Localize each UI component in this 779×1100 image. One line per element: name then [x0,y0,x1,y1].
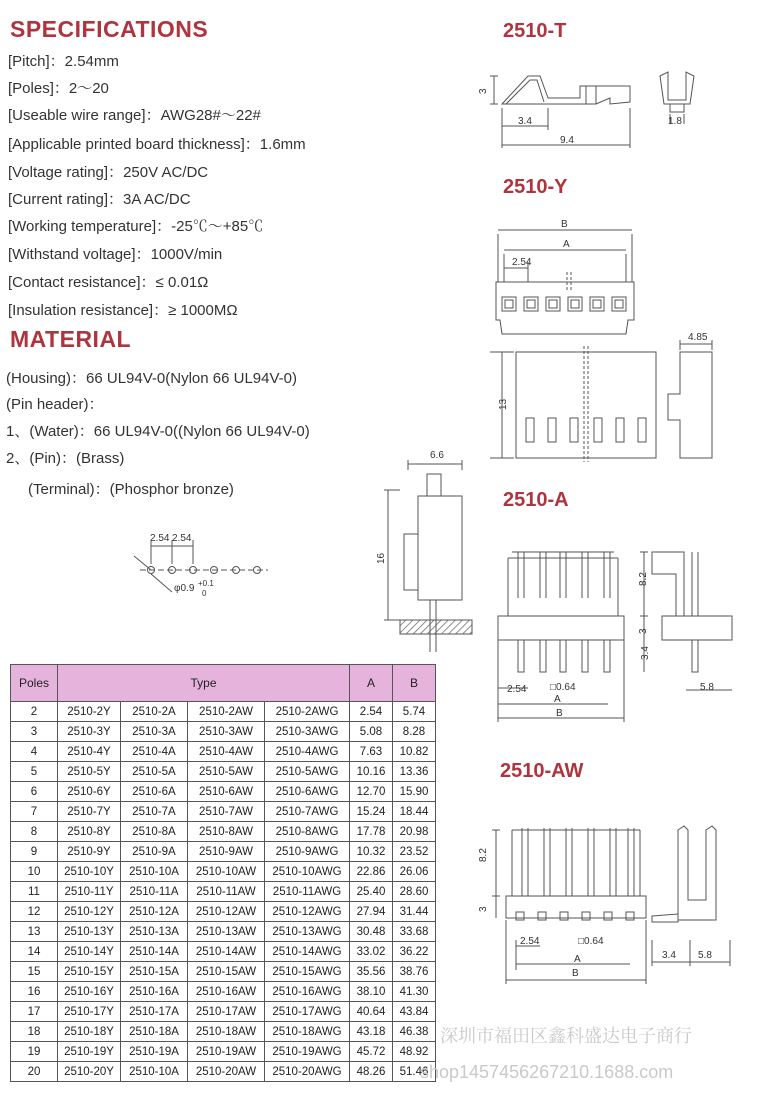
type-dimension-table [10,664,436,1082]
table-cell: 10.82 [393,742,436,762]
table-cell: 2510-14AWG [265,942,350,962]
dim-t-height: 3 [478,88,489,94]
dim-aw-8-2: 8.2 [478,848,489,862]
table-cell: 2510-2AWG [265,702,350,722]
table-cell: 2510-9AW [188,842,265,862]
table-cell: 20 [11,1062,58,1082]
dim-aw-pitch: 2.54 [520,936,540,947]
table-cell: 2510-16Y [58,982,121,1002]
table-cell: 2.54 [350,702,393,722]
dim-a-3: 3 [638,628,649,634]
header-b: B [393,665,436,702]
table-cell: 41.30 [393,982,436,1002]
table-cell: 2510-2Y [58,702,121,722]
table-cell: 15.24 [350,802,393,822]
table-cell: 2510-16A [121,982,188,1002]
dim-a-8-2: 8.2 [638,572,649,586]
dim-aw-pin-size: □0.64 [578,936,604,947]
table-cell: 2510-20AW [188,1062,265,1082]
dim-pcb-hole: φ0.9 [174,583,195,594]
table-cell: 2510-10AWG [265,862,350,882]
table-cell: 15.90 [393,782,436,802]
table-cell: 2510-13AWG [265,922,350,942]
table-cell: 31.44 [393,902,436,922]
table-row [11,942,436,962]
table-cell: 2510-5AWG [265,762,350,782]
dim-t-9-4: 9.4 [560,135,574,146]
table-row [11,782,436,802]
table-cell: 7.63 [350,742,393,762]
table-row [11,822,436,842]
spec-voltage-rating: [Voltage rating]：250V AC/DC [8,164,209,181]
table-cell: 48.26 [350,1062,393,1082]
table-cell: 13.36 [393,762,436,782]
table-cell: 2510-4AW [188,742,265,762]
dim-side-16: 16 [376,552,387,564]
spec-wire-range: [Useable wire range]：AWG28#～22# [8,107,261,124]
table-cell: 22.86 [350,862,393,882]
table-cell: 2510-8AWG [265,822,350,842]
table-cell: 12 [11,902,58,922]
table-cell: 36.22 [393,942,436,962]
specifications-heading: SPECIFICATIONS [10,16,209,42]
table-row [11,1022,436,1042]
header-drawing-2510-aw [492,826,730,984]
table-cell: 8.28 [393,722,436,742]
table-cell: 2510-11Y [58,882,121,902]
table-cell: 2510-3A [121,722,188,742]
table-cell: 2510-19AWG [265,1042,350,1062]
table-row [11,742,436,762]
table-cell: 2510-3AWG [265,722,350,742]
table-cell: 38.10 [350,982,393,1002]
dim-y-4-85: 4.85 [688,332,708,343]
table-cell: 2510-13AW [188,922,265,942]
table-cell: 2510-15A [121,962,188,982]
dim-pcb-pitch-1: 2.54 [150,533,170,544]
table-cell: 30.48 [350,922,393,942]
table-row [11,922,436,942]
table-row [11,702,436,722]
material-terminal: (Terminal)：(Phosphor bronze) [28,481,234,498]
dim-aw-3-4: 3.4 [662,950,676,961]
table-cell: 2510-15AW [188,962,265,982]
table-cell: 27.94 [350,902,393,922]
table-cell: 14 [11,942,58,962]
dim-aw-5-8: 5.8 [698,950,712,961]
table-cell: 8 [11,822,58,842]
table-cell: 18 [11,1022,58,1042]
table-cell: 2510-13A [121,922,188,942]
header-a: A [350,665,393,702]
table-cell: 2510-17Y [58,1002,121,1022]
table-cell: 46.38 [393,1022,436,1042]
table-cell: 12.70 [350,782,393,802]
table-row [11,722,436,742]
table-row [11,902,436,922]
table-cell: 2510-19Y [58,1042,121,1062]
table-cell: 2510-6AWG [265,782,350,802]
table-cell: 2510-7Y [58,802,121,822]
table-cell: 18.44 [393,802,436,822]
dim-pcb-tol-upper: +0.1 [198,579,214,588]
table-cell: 2510-3Y [58,722,121,742]
table-row [11,762,436,782]
dim-y-a: A [563,239,570,250]
table-cell: 2510-6AW [188,782,265,802]
table-cell: 10.32 [350,842,393,862]
table-cell: 2510-7AW [188,802,265,822]
table-cell: 2510-14AW [188,942,265,962]
table-cell: 48.92 [393,1042,436,1062]
table-cell: 51.46 [393,1062,436,1082]
table-cell: 13 [11,922,58,942]
table-cell: 15 [11,962,58,982]
table-cell: 43.84 [393,1002,436,1022]
table-cell: 2 [11,702,58,722]
table-cell: 2510-16AWG [265,982,350,1002]
table-cell: 10 [11,862,58,882]
material-water: 1、(Water)：66 UL94V-0((Nylon 66 UL94V-0) [6,423,310,440]
table-cell: 2510-12Y [58,902,121,922]
table-cell: 2510-20Y [58,1062,121,1082]
table-cell: 7 [11,802,58,822]
table-row [11,862,436,882]
material-pin: 2、(Pin)：(Brass) [6,450,125,467]
header-type: Type [58,665,350,702]
table-cell: 2510-4Y [58,742,121,762]
table-cell: 23.52 [393,842,436,862]
dim-pcb-pitch-2: 2.54 [172,533,192,544]
table-row [11,962,436,982]
table-cell: 33.02 [350,942,393,962]
watermark-shop-url: shop1457456267210.1688.com [420,1062,674,1082]
table-cell: 2510-19A [121,1042,188,1062]
table-cell: 9 [11,842,58,862]
table-cell: 2510-8A [121,822,188,842]
table-cell: 2510-17A [121,1002,188,1022]
table-cell: 2510-18AWG [265,1022,350,1042]
table-cell: 5.74 [393,702,436,722]
table-cell: 19 [11,1042,58,1062]
table-row [11,982,436,1002]
table-cell: 2510-7A [121,802,188,822]
table-cell: 2510-6A [121,782,188,802]
dim-a-5-8: 5.8 [700,682,714,693]
part-title-2510-a: 2510-A [503,489,569,511]
table-cell: 5.08 [350,722,393,742]
dim-a-pin-size: □0.64 [550,682,576,693]
table-cell: 2510-15Y [58,962,121,982]
dim-a-a: A [554,694,561,705]
table-cell: 2510-18AW [188,1022,265,1042]
table-row [11,1002,436,1022]
table-row [11,1062,436,1082]
dim-aw-3: 3 [478,906,489,912]
table-cell: 4 [11,742,58,762]
table-cell: 3 [11,722,58,742]
table-cell: 40.64 [350,1002,393,1022]
table-cell: 28.60 [393,882,436,902]
dim-a-b: B [556,708,563,719]
table-cell: 2510-11AW [188,882,265,902]
dim-a-3-4: 3.4 [640,646,651,660]
spec-insulation-resistance: [Insulation resistance]：≥ 1000MΩ [8,302,238,319]
table-cell: 45.72 [350,1042,393,1062]
table-cell: 2510-8Y [58,822,121,842]
table-cell: 2510-15AWG [265,962,350,982]
material-heading: MATERIAL [10,326,132,352]
table-cell: 2510-13Y [58,922,121,942]
spec-working-temperature: [Working temperature]：-25℃～+85℃ [8,218,264,235]
table-cell: 2510-2A [121,702,188,722]
table-row [11,882,436,902]
table-header-row [11,665,436,702]
table-cell: 16 [11,982,58,1002]
table-cell: 2510-20AWG [265,1062,350,1082]
table-cell: 2510-6Y [58,782,121,802]
dim-y-b: B [561,219,568,230]
table-cell: 2510-2AW [188,702,265,722]
material-pin-header: (Pin header)： [6,396,104,413]
dim-pcb-tol-lower: 0 [202,589,207,598]
table-cell: 2510-4A [121,742,188,762]
dim-a-pitch: 2.54 [507,684,527,695]
spec-contact-resistance: [Contact resistance]：≤ 0.01Ω [8,274,209,291]
table-cell: 2510-4AWG [265,742,350,762]
dim-t-3-4: 3.4 [518,116,532,127]
dim-t-1-8: 1.8 [668,116,682,127]
table-cell: 2510-14Y [58,942,121,962]
dim-y-pitch: 2.54 [512,257,532,268]
table-cell: 2510-18A [121,1022,188,1042]
table-cell: 2510-14A [121,942,188,962]
mounted-side-profile [384,460,472,652]
table-cell: 2510-9A [121,842,188,862]
table-cell: 2510-17AW [188,1002,265,1022]
table-cell: 25.40 [350,882,393,902]
table-cell: 2510-8AW [188,822,265,842]
material-housing: (Housing)：66 UL94V-0(Nylon 66 UL94V-0) [6,370,297,387]
table-cell: 2510-10AW [188,862,265,882]
part-title-2510-y: 2510-Y [503,176,568,198]
table-cell: 2510-3AW [188,722,265,742]
table-cell: 2510-12A [121,902,188,922]
dim-y-13: 13 [498,398,509,410]
table-cell: 35.56 [350,962,393,982]
table-cell: 43.18 [350,1022,393,1042]
table-cell: 2510-11AWG [265,882,350,902]
table-cell: 17.78 [350,822,393,842]
header-drawing-2510-a [498,552,732,722]
table-cell: 2510-18Y [58,1022,121,1042]
table-cell: 2510-5Y [58,762,121,782]
table-cell: 11 [11,882,58,902]
table-cell: 33.68 [393,922,436,942]
dim-side-6-6: 6.6 [430,450,444,461]
table-cell: 2510-19AW [188,1042,265,1062]
table-cell: 2510-11A [121,882,188,902]
part-title-2510-t: 2510-T [503,20,567,42]
table-cell: 38.76 [393,962,436,982]
table-cell: 2510-12AW [188,902,265,922]
table-cell: 2510-7AWG [265,802,350,822]
table-row [11,802,436,822]
spec-withstand-voltage: [Withstand voltage]：1000V/min [8,246,223,263]
table-cell: 2510-5AW [188,762,265,782]
table-cell: 2510-9Y [58,842,121,862]
table-cell: 2510-9AWG [265,842,350,862]
table-cell: 2510-10A [121,862,188,882]
table-cell: 26.06 [393,862,436,882]
table-row [11,1042,436,1062]
terminal-drawing-2510-t [490,72,694,148]
table-cell: 2510-10A [121,1062,188,1082]
table-cell: 2510-12AWG [265,902,350,922]
dim-aw-b: B [572,968,579,979]
table-cell: 6 [11,782,58,802]
table-cell: 10.16 [350,762,393,782]
spec-board-thickness: [Applicable printed board thickness]：1.6mm [8,136,306,153]
part-title-2510-aw: 2510-AW [500,760,584,782]
table-cell: 20.98 [393,822,436,842]
spec-poles: [Poles]：2～20 [8,80,109,97]
spec-pitch: [Pitch]：2.54mm [8,53,119,70]
table-cell: 2510-17AWG [265,1002,350,1022]
table-cell: 2510-5A [121,762,188,782]
watermark-shop-name: 深圳市福田区鑫科盛达电子商行 [440,1026,692,1046]
table-cell: 5 [11,762,58,782]
spec-current-rating: [Current rating]：3A AC/DC [8,191,191,208]
dim-aw-a: A [574,954,581,965]
table-row [11,842,436,862]
table-cell: 2510-16AW [188,982,265,1002]
table-cell: 17 [11,1002,58,1022]
table-cell: 2510-10Y [58,862,121,882]
header-poles: Poles [11,665,58,702]
